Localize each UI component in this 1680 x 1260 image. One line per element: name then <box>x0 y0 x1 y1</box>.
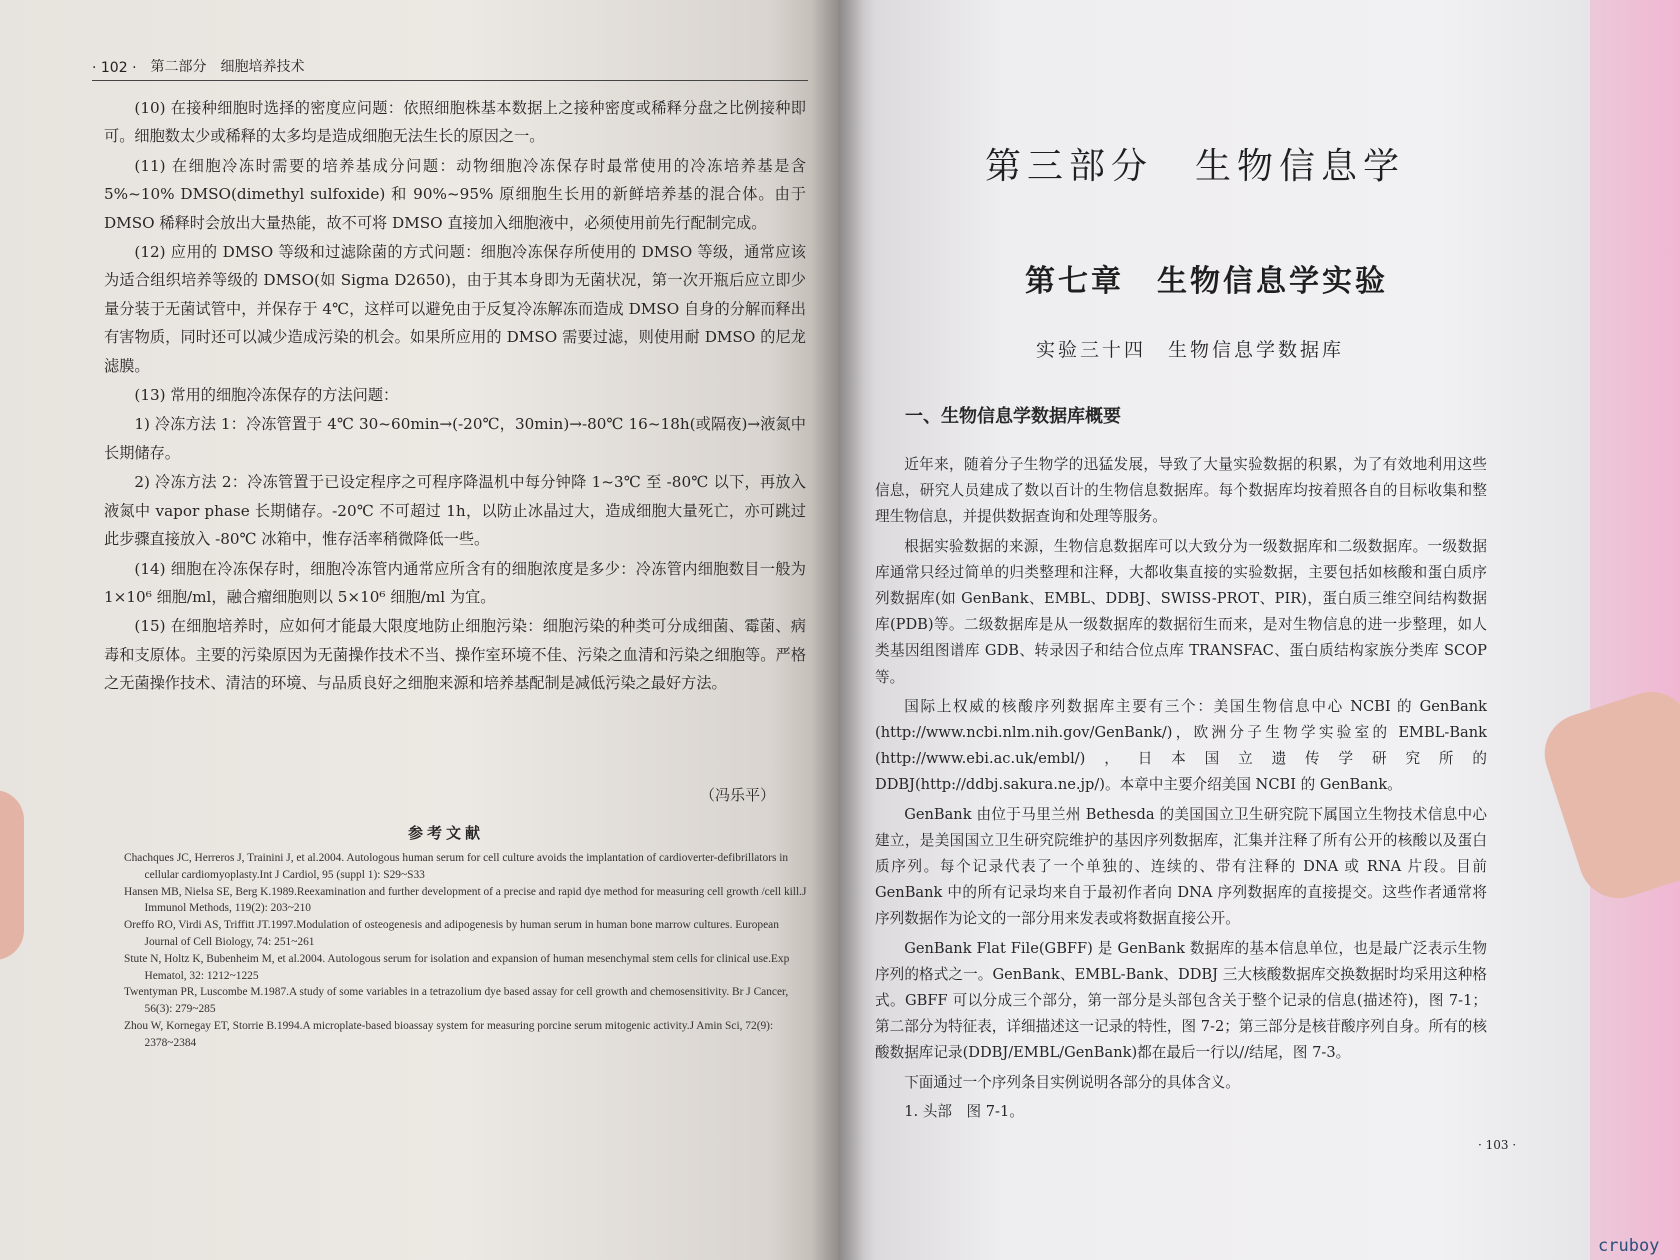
paragraph: 根据实验数据的来源，生物信息数据库可以大致分为一级数据库和二级数据库。一级数据库通常只经过简单的归类整理和注释，大都收集直接的实验数据，主要包括如核酸和蛋白质序列数据库(如 GenBank、EMBL、DDBJ、SWISS-PROT、PIR)，蛋白质三维空间结构数据库(PDB)等。二级数据库是从一级数据库的数据衍生而来，是对生物信息的进一步整理，如人类基因组图谱库 GDB、转录因子和结合位点库 TRANSFAC、蛋白质结构家族分类库 SCOP 等。 <box>875 537 1487 686</box>
section-heading: 一、生物信息学数据库概要 <box>905 406 1121 427</box>
part-title: 第三部分 生物信息学 <box>985 146 1406 187</box>
paragraph: (12) 应用的 DMSO 等级和过滤除菌的方式问题：细胞冷冻保存所使用的 DMSO 等级，通常应该为适合组织培养等级的 DMSO(如 Sigma D2650)，由于其本身即为无菌状况，第一次开瓶后应立即少量分装于无菌试管中，并保存于 4℃，这样可以避免由于反复冷冻解冻而造成 DMSO 自身的分解而释出有害物质，同时还可以减少造成污染的机会。如果所应用的 DMSO 需要过滤，则使用耐 DMSO 的尼龙滤膜。 <box>104 243 806 375</box>
reference-item: Stute N, Holtz K, Bubenheim M, et al.2004. Autologous serum for isolation and expansion of human mesenchymal stem cells for clinical use.Exp Hematol, 32: 1212~1225 <box>124 952 790 982</box>
paragraph: 下面通过一个序列条目实例说明各部分的具体含义。 <box>904 1073 1240 1091</box>
paragraph: 近年来，随着分子生物学的迅猛发展，导致了大量实验数据的积累，为了有效地利用这些信息，研究人员建成了数以百计的生物信息数据库。每个数据库均按着照各自的目标收集和整理生物信息，并提供数据查询和处理等服务。 <box>875 456 1487 526</box>
chapter-title: 第七章 生物信息学实验 <box>1025 264 1388 299</box>
paragraph: 国际上权威的核酸序列数据库主要有三个：美国生物信息中心 NCBI 的 GenBank (http://www.ncbi.nlm.nih.gov/GenBank/)，欧洲分子生物学实验室的 EMBL-Bank (http://www.ebi.ac.uk/embl/)，日本国立遗传学研究所的 DDBJ(http://ddbj.sakura.ne.jp/)。本章中主要介绍美国 NCBI 的 GenBank。 <box>875 697 1487 794</box>
paragraph: (15) 在细胞培养时，应如何才能最大限度地防止细胞污染：细胞污染的种类可分成细菌、霉菌、病毒和支原体。主要的污染原因为无菌操作技术不当、操作室环境不佳、污染之血清和污染之细胞等。严格之无菌操作技术、清洁的环境、与品质良好之细胞来源和培养基配制是减低污染之最好方法。 <box>104 617 806 693</box>
reference-item: Oreffo RO, Virdi AS, Triffitt JT.1997.Modulation of osteogenesis and adipogenesis by human serum in human bone marrow cultures. European Journal of Cell Biology, 74: 251~261 <box>124 919 779 948</box>
author-credit: （冯乐平） <box>700 786 776 804</box>
book-gutter <box>812 0 864 1260</box>
paragraph: 1. 头部 图 7-1。 <box>904 1102 1024 1120</box>
references-list <box>124 850 812 1052</box>
left-running-header <box>92 50 808 81</box>
right-body-text <box>875 452 1487 1128</box>
reference-item: Hansen MB, Nielsa SE, Berg K.1989.Reexamination and further development of a precise and rapid dye method for measuring cell growth /cell kill.J Immunol Methods, 119(2): 203~210 <box>124 885 807 915</box>
references-heading: 参考文献 <box>408 824 485 842</box>
reference-item: Chachques JC, Herreros J, Trainini J, et al.2004. Autologous human serum for cell culture avoids the implantation of cardioverter-defibrillators in cellular cardiomyoplasty.Int J Cardiol, 95 (suppl 1): S29~S33 <box>124 852 789 881</box>
experiment-title: 实验三十四 生物信息学数据库 <box>1036 339 1345 361</box>
paragraph: (10) 在接种细胞时选择的密度应问题：依照细胞株基本数据上之接种密度或稀释分盘之比例接种即可。细胞数太少或稀释的太多均是造成细胞无法生长的原因之一。 <box>104 99 806 146</box>
paragraph: (13) 常用的细胞冷冻保存的方法问题： <box>134 386 399 405</box>
reference-item: Zhou W, Kornegay ET, Storrie B.1994.A microplate-based bioassay system for measuring porcine serum mitogenic activity.J Amin Sci, 72(9): 2378~2384 <box>124 1019 774 1049</box>
paragraph: 1) 冷冻方法 1：冷冻管置于 4℃ 30~60min→(-20℃，30min)→-80℃ 16~18h(或隔夜)→液氮中长期储存。 <box>104 415 806 462</box>
left-header-part: 第二部分 <box>150 59 207 75</box>
paragraph: (11) 在细胞冷冻时需要的培养基成分问题：动物细胞冷冻保存时最常使用的冷冻培养基是含 5%~10% DMSO(dimethyl sulfoxide) 和 90%~95% 原细胞生长用的新鲜培养基的混合体。由于 DMSO 稀释时会放出大量热能，故不可将 DMSO 直接加入细胞液中，必须使用前先行配制完成。 <box>104 156 806 232</box>
paragraph: (14) 细胞在冷冻保存时，细胞冷冻管内通常应所含有的细胞浓度是多少：冷冻管内细胞数目一般为 1×10⁶ 细胞/ml，融合瘤细胞则以 5×10⁶ 细胞/ml 为宜。 <box>104 559 806 606</box>
left-page-number: · 102 · <box>92 60 137 76</box>
right-page-number: · 103 · <box>1478 1138 1517 1152</box>
paragraph: GenBank Flat File(GBFF) 是 GenBank 数据库的基本信息单位，也是最广泛表示生物序列的格式之一。GenBank、EMBL-Bank、DDBJ 三大核酸数据库交换数据时均采用这种格式。GBFF 可以分成三个部分，第一部分是头部包含关于整个记录的信息(描述符)，图 7-1；第二部分为特征表，详细描述这一记录的特性，图 7-2；第三部分是核苷酸序列自身。所有的核酸数据库记录(DDBJ/EMBL/GenBank)都在最后一行以//结尾，图 7-3。 <box>875 939 1487 1062</box>
reference-item: Twentyman PR, Luscombe M.1987.A study of some variables in a tetrazolium dye based assay for cell growth and chemosensitivity. Br J Cancer, 56(3): 279~285 <box>124 986 789 1016</box>
paragraph: 2) 冷冻方法 2：冷冻管置于已设定程序之可程序降温机中每分钟降 1~3℃ 至 -80℃ 以下，再放入液氮中 vapor phase 长期储存。-20℃ 不可超过 1h，以防止冰晶过大，造成细胞大量死亡，亦可跳过此步骤直接放入 -80℃ 冰箱中，惟存活率稍微降低一些。 <box>104 473 806 549</box>
left-body-text <box>104 94 806 699</box>
paragraph: GenBank 由位于马里兰州 Bethesda 的美国国立卫生研究院下属国立生物技术信息中心建立，是美国国立卫生研究院维护的基因序列数据库，汇集并注释了所有公开的核酸以及蛋白质序列。每个记录代表了一个单独的、连续的、带有注释的 DNA 或 RNA 片段。目前 GenBank 中的所有记录均来自于最初作者向 DNA 序列数据库的直接提交。这些作者通常将序列数据作为论文的一部分用来发表或将数据直接公开。 <box>875 805 1487 928</box>
left-header-title: 细胞培养技术 <box>220 59 305 75</box>
watermark-text: cruboy <box>1598 1236 1660 1256</box>
left-thumb <box>0 790 24 960</box>
